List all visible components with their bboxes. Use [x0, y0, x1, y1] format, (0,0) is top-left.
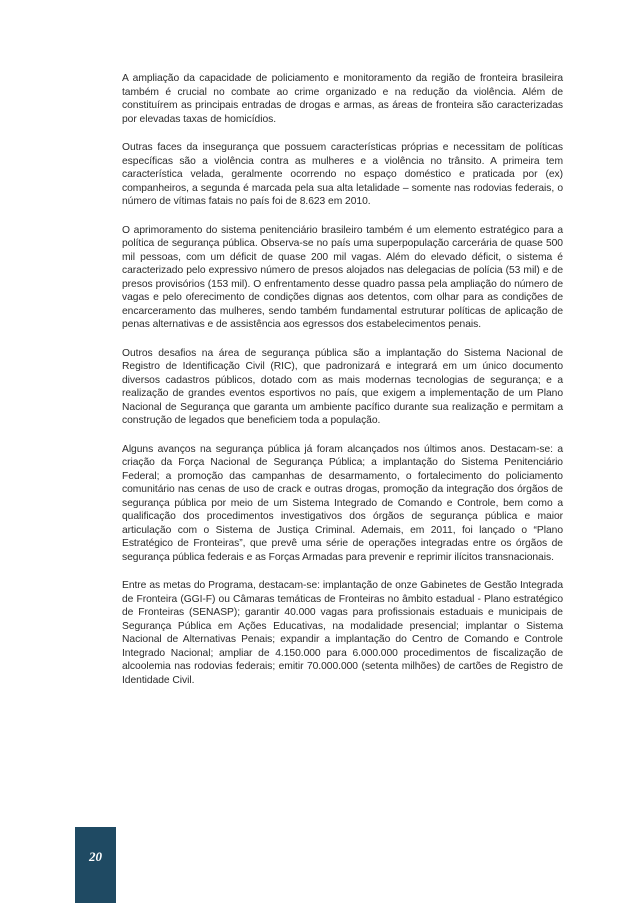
- paragraph-program-goals: Entre as metas do Programa, destacam-se: implantação de onze Gabinetes de Gestão Integrada de Fronteira (GGI-F) ou Câmaras temáticas de Fronteiras no âmbito estadual - Plano estratégico de Fronteiras (SENASP); garantir 40.000 vagas para profissionais estaduais e municipais de Segurança Pública em Ações Educativas, na modalidade presencial; implantar o Sistema Nacional de Alternativas Penais; expandir a implantação do Centro de Comando e Controle Integrado Nacional; ampliar de 4.150.000 para 6.000.000 procedimentos de fiscalização de alcoolemia nas rodovias federais; emitir 70.000.000 (setenta milhões) de cartões de Registro de Identidade Civil.: [122, 580, 563, 686]
- page-number: 20: [89, 849, 102, 864]
- paragraph-violence-women-traffic: Outras faces da insegurança que possuem características próprias e necessitam de políticas específicas são a violência contra as mulheres e a violência no trânsito. A primeira tem característica velada, geralmente ocorrendo no espaço doméstico e praticada por (ex) companheiros, a segunda é marcada pela sua alta letalidade – somente nas rodovias federais, o número de vítimas fatais no país foi de 8.623 em 2010.: [122, 142, 563, 207]
- page-number-tab: [75, 827, 116, 903]
- paragraph-advances: Alguns avanços na segurança pública já foram alcançados nos últimos anos. Destacam-se: a criação da Força Nacional de Segurança Pública; a implantação do Sistema Penitenciário Federal; a promoção das campanhas de desarmamento, o fortalecimento do policiamento comunitário nas cenas de uso de crack e outras drogas, promoção da integração dos órgãos de segurança pública por meio de um Sistema Integrado de Comando e Controle, bem como a qualificação dos procedimentos investigativos dos órgãos de segurança pública e maior articulação com o Sistema de Justiça Criminal. Ademais, em 2011, foi lançado o “Plano Estratégico de Fronteiras”, que prevê uma série de operações integradas entre os órgãos de segurança pública federais e as Forças Armadas para prevenir e reprimir ilícitos transnacionais.: [122, 443, 563, 563]
- paragraph-penitentiary-system: O aprimoramento do sistema penitenciário brasileiro também é um elemento estratégico para a política de segurança pública. Observa-se no país uma superpopulação carcerária de quase 500 mil pessoas, com um déficit de quase 200 mil vagas. Além do elevado déficit, o sistema é caracterizado pelo expressivo número de presos alojados nas delegacias de polícia (53 mil) e de presos provisórios (153 mil). O enfrentamento desse quadro passa pela ampliação do número de vagas e pelo oferecimento de condições dignas aos detentos, com olhar para as condições de encarceramento das mulheres, sendo também fundamental estruturar políticas de aplicação de penas alternativas e de assistência aos egressos dos estabelecimentos penais.: [122, 224, 563, 330]
- paragraph-border-policing: A ampliação da capacidade de policiamento e monitoramento da região de fronteira brasileira também é crucial no combate ao crime organizado e na redução da violência. Além de constituírem as principais entradas de drogas e armas, as áreas de fronteira são caracterizadas por elevadas taxas de homicídios.: [122, 73, 563, 125]
- paragraph-other-challenges: Outros desafios na área de segurança pública são a implantação do Sistema Nacional de Registro de Identificação Civil (RIC), que padronizará e integrará em um único documento diversos cadastros públicos, dotado com as mais modernas tecnologias de segurança; e a realização de grandes eventos esportivos no país, que exigem a implementação de um Plano Nacional de Segurança que garanta um ambiente pacífico durante sua realização e permitam a construção de legados que beneficiem toda a população.: [122, 347, 563, 426]
- body-text: [122, 72, 563, 702]
